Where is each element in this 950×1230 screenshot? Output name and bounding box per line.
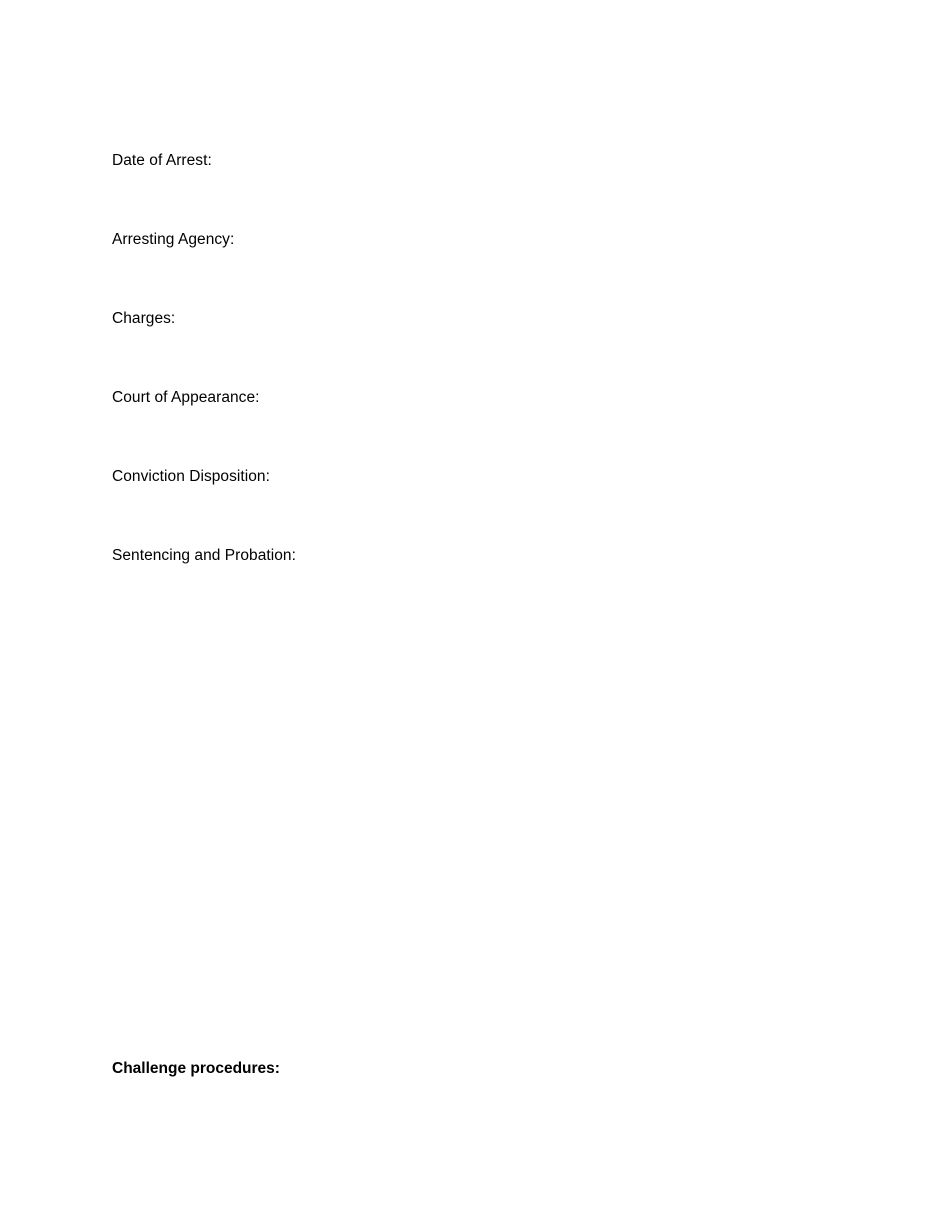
charges-label: Charges: [112,310,176,327]
challenge-procedures-heading: Challenge procedures: [112,1060,280,1077]
date-of-arrest-label: Date of Arrest: [112,152,212,169]
court-of-appearance-label: Court of Appearance: [112,389,260,406]
sentencing-and-probation-label: Sentencing and Probation: [112,547,296,564]
arresting-agency-label: Arresting Agency: [112,231,235,248]
conviction-disposition-label: Conviction Disposition: [112,468,270,485]
